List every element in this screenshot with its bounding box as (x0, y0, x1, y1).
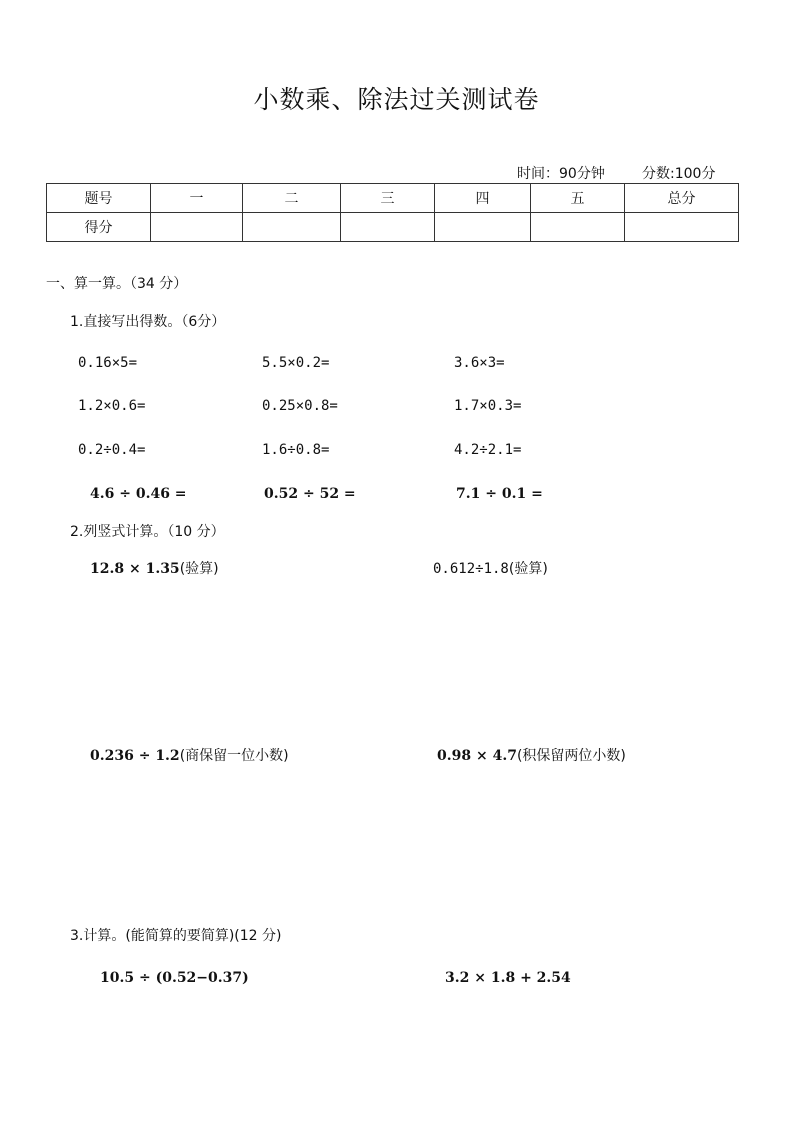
score-table-header-cell: 总分 (625, 184, 739, 213)
score-table-header-cell: 三 (341, 184, 435, 213)
problem-expression: 0.612÷1.8 (433, 561, 509, 577)
problem-expression: 0.236 ÷ 1.2 (90, 748, 180, 764)
score-cell[interactable] (531, 213, 625, 242)
problem-note: (积保留两位小数) (516, 748, 626, 764)
calc-problem: 10.5 ÷ (0.52−0.37) (100, 970, 249, 986)
problem-item: 1.6÷0.8= (262, 442, 330, 458)
vertical-calc-problem (437, 745, 626, 765)
score-cell[interactable] (243, 213, 341, 242)
problem-item: 0.25×0.8= (262, 398, 338, 414)
calc-problem: 3.2 × 1.8 + 2.54 (445, 970, 571, 986)
score-table-header-cell: 一 (151, 184, 243, 213)
problem-item: 5.5×0.2= (262, 355, 330, 371)
problem-item: 7.1 ÷ 0.1 = (456, 486, 543, 502)
score-cell[interactable] (341, 213, 435, 242)
score-table-header-row (47, 184, 739, 213)
score-table-header-cell: 二 (243, 184, 341, 213)
score-cell[interactable] (435, 213, 531, 242)
score-table-header-cell: 五 (531, 184, 625, 213)
exam-time: 时间：90分钟 (517, 166, 605, 182)
score-cell[interactable] (625, 213, 739, 242)
score-table-header-cell: 四 (435, 184, 531, 213)
vertical-calc-problem (90, 745, 289, 765)
score-table (46, 183, 739, 242)
problem-item: 0.2÷0.4= (78, 442, 146, 458)
problem-note: (验算) (179, 561, 219, 577)
question-2-label: 2.列竖式计算。（10 分） (70, 524, 225, 540)
problem-item: 3.6×3= (454, 355, 505, 371)
problem-item: 4.6 ÷ 0.46 = (90, 486, 187, 502)
score-table-row-label: 得分 (47, 213, 151, 242)
problem-expression: 12.8 × 1.35 (90, 561, 180, 577)
score-table-score-row (47, 213, 739, 242)
problem-item: 1.2×0.6= (78, 398, 146, 414)
page-title: 小数乘、除法过关测试卷 (253, 85, 540, 114)
vertical-calc-problem (433, 558, 548, 578)
vertical-calc-problem (90, 558, 219, 578)
problem-item: 4.2÷2.1= (454, 442, 522, 458)
problem-item: 1.7×0.3= (454, 398, 522, 414)
problem-note: (商保留一位小数) (179, 748, 289, 764)
problem-note: (验算) (508, 561, 548, 577)
question-1-label: 1.直接写出得数。（6分） (70, 314, 226, 330)
problem-item: 0.16×5= (78, 355, 138, 371)
question-3-label: 3.计算。(能简算的要简算)(12 分) (70, 928, 282, 944)
section-1-heading: 一、算一算。（34 分） (46, 276, 188, 292)
exam-total-score: 分数:100分 (642, 166, 716, 182)
problem-item: 0.52 ÷ 52 = (264, 486, 356, 502)
score-table-header-cell: 题号 (47, 184, 151, 213)
problem-expression: 0.98 × 4.7 (437, 748, 517, 764)
score-cell[interactable] (151, 213, 243, 242)
